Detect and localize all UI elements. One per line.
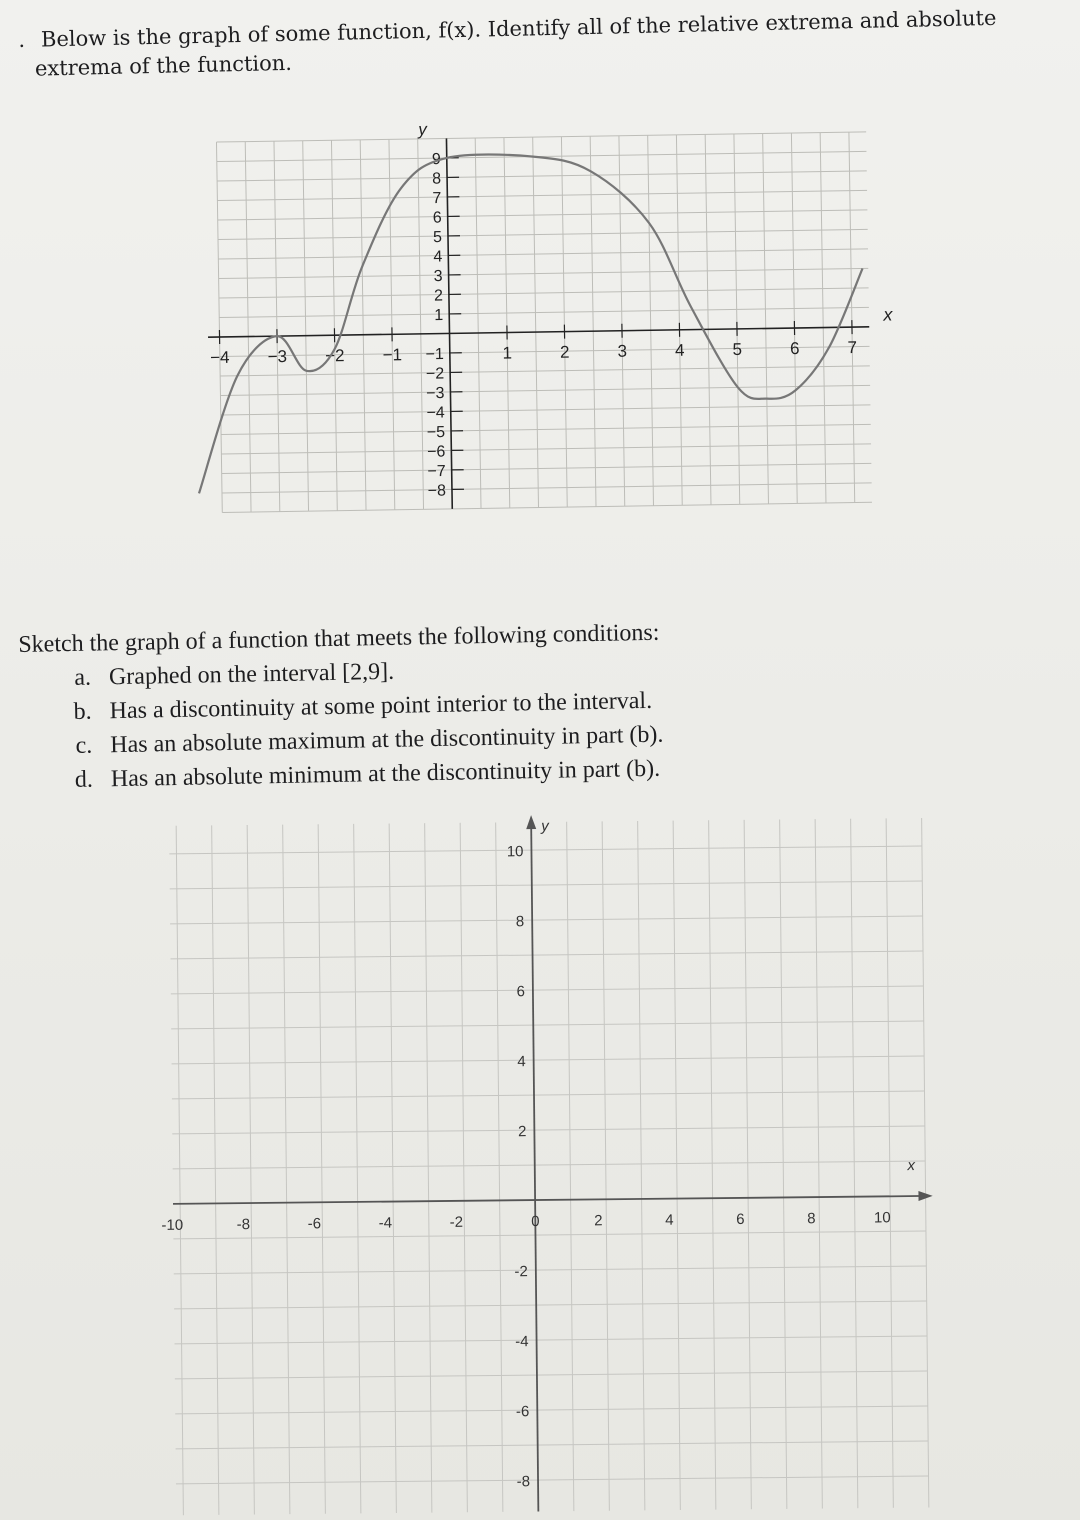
grid-line-horizontal bbox=[170, 916, 923, 924]
grid-line-vertical bbox=[567, 822, 574, 1511]
bottom-x-tick-label: -2 bbox=[449, 1213, 464, 1231]
top-x-tick-label: −2 bbox=[325, 346, 345, 366]
grid-line-horizontal bbox=[219, 307, 869, 317]
bottom-y-tick-label: -8 bbox=[516, 1473, 531, 1491]
bottom-y-tick-label: 10 bbox=[506, 843, 524, 861]
grid-line-vertical bbox=[791, 133, 797, 503]
grid-line-horizontal bbox=[222, 463, 872, 473]
top-x-tick-label: 2 bbox=[559, 342, 570, 362]
grid-line-vertical bbox=[425, 823, 432, 1512]
grid-line-vertical bbox=[847, 132, 858, 502]
bottom-x-tick-label: 8 bbox=[807, 1210, 816, 1228]
grid-line-vertical bbox=[590, 136, 596, 506]
top-y-tick-label: −7 bbox=[427, 463, 446, 481]
top-y-tick-label: 8 bbox=[432, 170, 442, 188]
grid-line-vertical bbox=[354, 824, 361, 1513]
grid-line-vertical bbox=[886, 818, 893, 1507]
top-y-tick-label: 1 bbox=[434, 307, 444, 325]
grid-line-vertical bbox=[389, 824, 396, 1513]
grid-line-horizontal bbox=[174, 1266, 927, 1274]
bottom-x-tick-label: 10 bbox=[873, 1209, 891, 1227]
grid-line-horizontal bbox=[169, 846, 922, 854]
bottom-y-axis bbox=[531, 822, 538, 1511]
grid-line-horizontal bbox=[216, 132, 866, 142]
top-graph-group bbox=[193, 113, 896, 513]
bottom-x-tick-label: -10 bbox=[161, 1216, 184, 1234]
question-1-line-2: extrema of the function. bbox=[34, 50, 293, 81]
question-2-intro: Sketch the graph of a function that meets the following conditions: bbox=[18, 619, 660, 658]
bottom-y-tick-label: 6 bbox=[516, 983, 526, 1001]
grid-line-horizontal bbox=[218, 210, 868, 220]
grid-line-vertical bbox=[331, 140, 337, 510]
top-y-tick-label: −5 bbox=[426, 424, 446, 442]
grid-line-vertical bbox=[502, 138, 513, 508]
grid-line-horizontal bbox=[171, 986, 924, 994]
condition-label: d. bbox=[74, 766, 94, 793]
bottom-x-tick-label: 0 bbox=[531, 1213, 540, 1231]
top-x-tick-label: −4 bbox=[210, 347, 230, 368]
grid-line-vertical bbox=[705, 134, 711, 504]
top-y-axis-label: y bbox=[418, 119, 427, 139]
bottom-x-axis-label: x bbox=[907, 1157, 916, 1175]
grid-line-horizontal bbox=[175, 1406, 928, 1414]
condition-text: Graphed on the interval [2,9]. bbox=[108, 658, 395, 691]
question-number: . bbox=[18, 27, 26, 52]
grid-line-horizontal bbox=[172, 1126, 925, 1134]
bottom-x-axis bbox=[173, 1196, 918, 1204]
grid-line-vertical bbox=[602, 821, 609, 1510]
condition-label: c. bbox=[75, 732, 93, 759]
bottom-y-tick-label: 4 bbox=[517, 1053, 526, 1071]
question-1-line-1: Below is the graph of some function, f(x). Identify all of the relative extrema and absolute bbox=[40, 5, 997, 52]
grid-line-horizontal bbox=[174, 1301, 927, 1309]
bottom-grid bbox=[169, 818, 929, 1515]
grid-line-horizontal bbox=[217, 171, 867, 181]
grid-line-horizontal bbox=[171, 1021, 924, 1029]
grid-line-horizontal bbox=[218, 229, 868, 239]
grid-line-vertical bbox=[561, 137, 567, 507]
top-x-tick-label: −1 bbox=[382, 345, 403, 365]
grid-line-vertical bbox=[533, 137, 539, 507]
blank-sketch-grid[interactable] bbox=[0, 810, 1080, 1520]
top-y-tick-label: −1 bbox=[425, 346, 444, 364]
grid-line-vertical bbox=[732, 134, 743, 504]
grid-line-vertical bbox=[274, 141, 280, 511]
grid-line-horizontal bbox=[219, 288, 869, 298]
top-x-axis-label: x bbox=[883, 304, 893, 325]
bottom-y-tick-label: -4 bbox=[515, 1333, 529, 1351]
grid-line-vertical bbox=[212, 825, 219, 1514]
function-curve bbox=[194, 149, 866, 494]
grid-line-vertical bbox=[744, 820, 751, 1509]
grid-line-horizontal bbox=[176, 1476, 929, 1484]
condition-text: Has a discontinuity at some point interior to the interval. bbox=[109, 687, 653, 725]
grid-line-horizontal bbox=[170, 951, 923, 959]
grid-line-horizontal bbox=[170, 881, 923, 889]
top-x-tick-label: −3 bbox=[267, 346, 288, 367]
grid-line-horizontal bbox=[217, 190, 867, 200]
grid-line-horizontal bbox=[220, 346, 870, 356]
grid-line-horizontal bbox=[173, 1231, 926, 1239]
grid-line-horizontal bbox=[176, 1441, 929, 1449]
top-y-tick-label: 2 bbox=[433, 287, 444, 305]
top-x-tick-label: 5 bbox=[732, 339, 743, 359]
bottom-y-tick-label: -6 bbox=[515, 1403, 530, 1421]
bottom-x-tick-label: -6 bbox=[307, 1215, 322, 1233]
grid-line-vertical bbox=[303, 141, 309, 511]
bottom-y-tick-label: -2 bbox=[514, 1263, 528, 1281]
grid-line-horizontal bbox=[222, 502, 872, 512]
grid-line-vertical bbox=[673, 821, 680, 1510]
grid-line-vertical bbox=[389, 139, 395, 509]
top-x-tick-label: 3 bbox=[617, 341, 628, 361]
grid-line-vertical bbox=[815, 819, 822, 1508]
question-2-prompt bbox=[18, 611, 921, 798]
top-y-tick-label: −2 bbox=[425, 365, 445, 383]
grid-line-vertical bbox=[820, 133, 826, 503]
grid-line-vertical bbox=[283, 825, 290, 1514]
question-1-prompt bbox=[18, 3, 1029, 84]
bottom-x-tick-label: 6 bbox=[736, 1210, 745, 1228]
top-y-tick-label: 6 bbox=[432, 209, 442, 227]
top-grid bbox=[216, 132, 871, 513]
bottom-x-tick-label: 4 bbox=[665, 1211, 674, 1229]
grid-line-vertical bbox=[475, 138, 481, 508]
condition-label: b. bbox=[73, 698, 92, 725]
top-y-tick-label: 9 bbox=[431, 151, 441, 169]
bottom-x-tick-label: 2 bbox=[594, 1212, 603, 1230]
grid-line-vertical bbox=[360, 140, 366, 510]
grid-line-vertical bbox=[648, 135, 654, 505]
grid-line-vertical bbox=[418, 139, 424, 509]
top-y-tick-label: −4 bbox=[426, 404, 445, 422]
grid-line-vertical bbox=[780, 819, 787, 1508]
grid-line-vertical bbox=[851, 819, 858, 1508]
grid-line-horizontal bbox=[175, 1371, 928, 1379]
grid-line-horizontal bbox=[221, 444, 871, 454]
grid-line-vertical bbox=[247, 825, 254, 1514]
grid-line-horizontal bbox=[221, 424, 871, 434]
grid-line-horizontal bbox=[172, 1091, 925, 1099]
top-x-tick-label: 7 bbox=[847, 338, 858, 358]
grid-line-horizontal bbox=[218, 249, 868, 259]
grid-line-horizontal bbox=[220, 366, 870, 376]
bottom-x-tick-label: -4 bbox=[378, 1214, 393, 1232]
grid-line-vertical bbox=[922, 818, 929, 1507]
condition-text: Has an absolute minimum at the discontinuity in part (b). bbox=[110, 755, 661, 793]
top-y-tick-label: 3 bbox=[433, 268, 443, 286]
top-y-tick-label: −8 bbox=[427, 482, 447, 500]
grid-line-vertical bbox=[460, 823, 467, 1512]
bottom-y-tick-label: 2 bbox=[517, 1123, 527, 1141]
top-y-tick-label: 7 bbox=[432, 190, 442, 208]
condition-label: a. bbox=[74, 664, 92, 691]
grid-line-horizontal bbox=[174, 1336, 927, 1344]
grid-line-vertical bbox=[496, 822, 503, 1511]
grid-line-vertical bbox=[709, 820, 716, 1509]
grid-line-horizontal bbox=[172, 1056, 925, 1064]
top-x-tick-label: 6 bbox=[789, 338, 800, 359]
condition-text: Has an absolute maximum at the discontinuity in part (b). bbox=[110, 721, 664, 759]
top-y-tick-label: −6 bbox=[426, 443, 446, 461]
grid-line-vertical bbox=[676, 135, 682, 505]
grid-line-horizontal bbox=[219, 268, 869, 278]
top-y-tick-label: 4 bbox=[433, 248, 443, 266]
top-x-tick-label: 1 bbox=[502, 343, 513, 363]
y-axis-arrow-icon bbox=[526, 815, 536, 829]
grid-line-horizontal bbox=[220, 385, 870, 395]
grid-line-vertical bbox=[245, 142, 251, 512]
bottom-y-axis-label: y bbox=[541, 817, 549, 835]
top-y-tick-label: −3 bbox=[426, 385, 445, 403]
top-y-tick-label: 5 bbox=[432, 229, 443, 247]
top-x-axis bbox=[208, 327, 869, 337]
bottom-graph-group bbox=[157, 811, 936, 1516]
top-x-tick-label: 4 bbox=[674, 340, 685, 360]
grid-line-horizontal bbox=[221, 405, 871, 415]
grid-line-horizontal bbox=[173, 1161, 926, 1169]
bottom-x-tick-label: -8 bbox=[236, 1216, 251, 1234]
grid-line-vertical bbox=[318, 824, 325, 1513]
grid-line-vertical bbox=[216, 142, 222, 512]
function-graph-f bbox=[0, 100, 1080, 520]
grid-line-vertical bbox=[176, 826, 183, 1515]
bottom-y-tick-label: 8 bbox=[515, 913, 525, 931]
grid-line-vertical bbox=[763, 133, 769, 503]
grid-line-horizontal bbox=[222, 483, 872, 493]
top-y-axis bbox=[446, 138, 452, 508]
grid-line-vertical bbox=[638, 821, 645, 1510]
